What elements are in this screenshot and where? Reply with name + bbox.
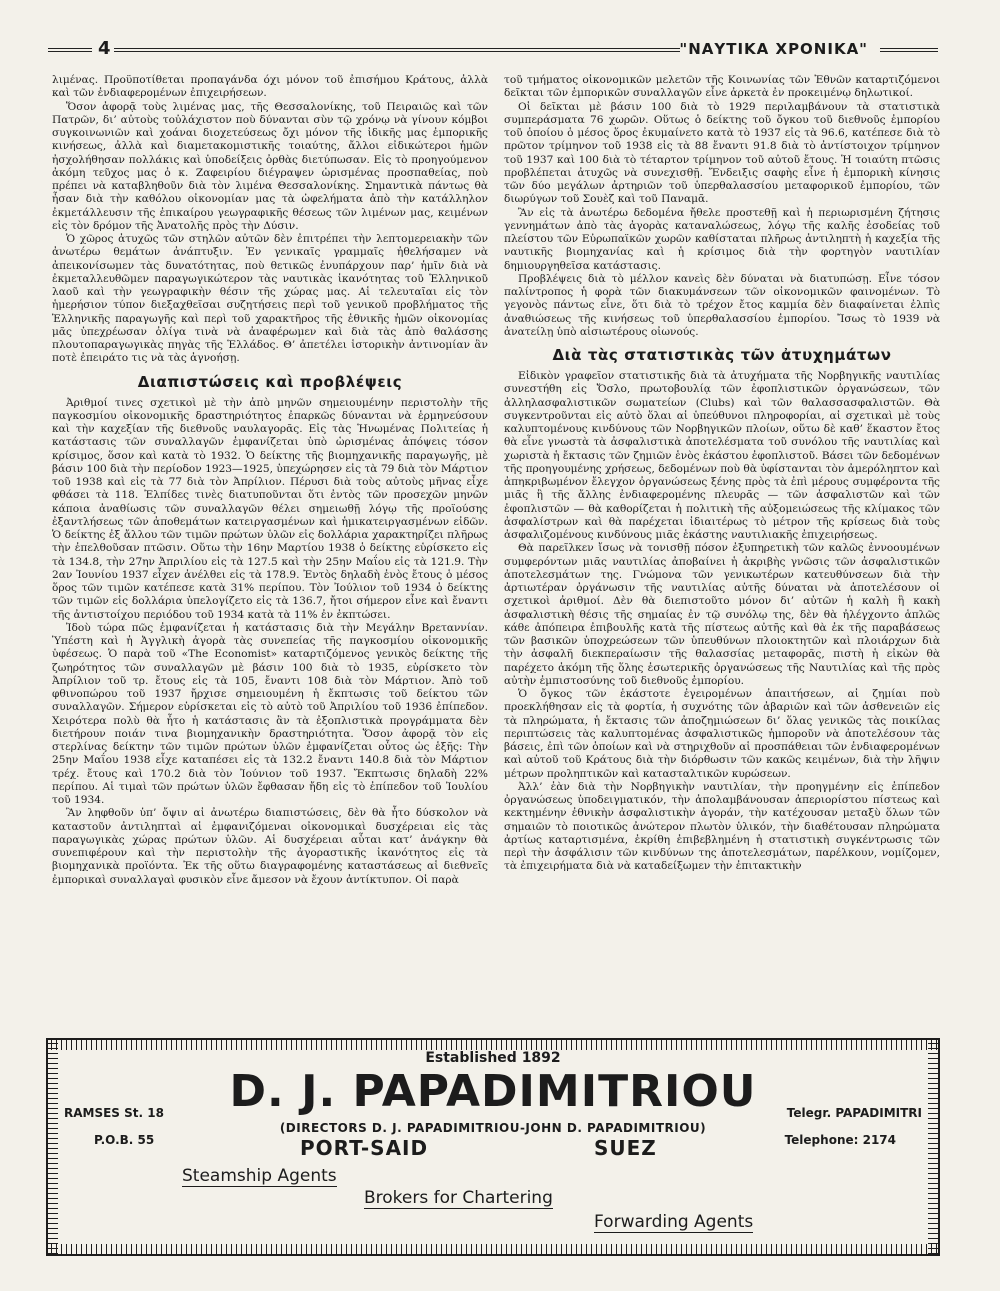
paragraph: Ἂν ληφθοῦν ὑπ’ ὄψιν αἱ ἀνωτέρω διαπιστώσεις, δὲν θὰ ἦτο δύσκολον νὰ καταστοῦν ἀντιληπταὶ αἱ ἐμφανιζόμεναι οἰκονομικαὶ δυσχέρειαι εἰς τὰς παραγωγικὰς χώρας πρώτων ὑλῶν. Αἱ δυσχέρειαι αὗται κατ’ ἀνάγκην θὰ συνεπιφέρουν καὶ τὴν περιστολὴν τῆς ἀγοραστικῆς ἱκανότητος εἰς τὰ βιομηχανικὰ προϊόντα. Ἐκ τῆς οὕτω διαγραφομένης καταστάσεως αἱ διεθνεῖς ἐμπορικαὶ συναλλαγαὶ φυσικὸν εἶνε ἄμεσον νὰ ἔχουν ἀντίκτυπον. Οἱ παρὰ bbox=[52, 807, 488, 886]
header-rule-left bbox=[48, 48, 92, 52]
directors-line: (DIRECTORS D. J. PAPADIMITRIOU-JOHN D. PAPADIMITRIOU) bbox=[279, 1121, 707, 1135]
header-rule-middle bbox=[114, 48, 680, 52]
paragraph: Ἰδοὺ τώρα πῶς ἐμφανίζεται ἡ κατάστασις διὰ τὴν Μεγάλην Βρεταννίαν. Ὑπέστη καὶ ἡ Ἀγγλικὴ ἀγορὰ τὰς συνεπείας τῆς παγκοσμίου οἰκονομικῆς ὑφέσεως. Ὁ παρὰ τοῦ «The Economist» καταρτιζόμενος γενικὸς δείκτης τῆς ζωηρότητος τῶν συναλλαγῶν μὲ βάσιν 100 διὰ τὸ 1935, εὑρίσκετο τὸν Ἀπρίλιον τοῦ τρ. ἔτους εἰς τὰ 105, ἔναντι 108 διὰ τὸν Μάρτιον. Ἀπὸ τοῦ φθινοπώρου τοῦ 1937 ἤρχισε σημειουμένη ἡ ἔκπτωσις τοῦ δείκτου τῶν συναλλαγῶν. Σήμερον εὑρίσκεται εἰς τὸ αὐτὸ τοῦ Ἀπριλίου τοῦ 1936 ἐπίπεδον. Χειρότερα πολὺ θὰ ἦτο ἡ κατάστασις ἂν τὰ ἐξοπλιστικὰ προγράμματα δὲν διετήρουν ποιάν τινα βιομηχανικὴν δραστηριότητα. Ὅσον ἀφορᾷ τὸν εἰς στερλίνας δείκτην τῶν τιμῶν πρώτων ὑλῶν ἐμφανίζεται οὗτος ὡς ἑξῆς: Τὴν 25ην Μαΐου 1938 εἶχε καταπέσει εἰς τὰ 132.2 ἔναντι 140.8 διὰ τὸν Μάρτιον τρέχ. ἔτους καὶ 170.2 διὰ τὸν Ἰούνιον τοῦ 1937. Ἔκπτωσις δηλαδὴ 22% περίπου. Αἱ τιμαὶ τῶν πρώτων ὑλῶν ἔφθασαν ἤδη εἰς τὸ ἐπίπεδον τοῦ Ἰουλίου τοῦ 1934. bbox=[52, 621, 488, 806]
left-column bbox=[52, 74, 488, 1034]
po-box: P.O.B. 55 bbox=[94, 1133, 155, 1147]
service-steamship-agents: Steamship Agents bbox=[182, 1166, 337, 1186]
paragraph: Ὁ ὄγκος τῶν ἑκάστοτε ἐγειρομένων ἀπαιτήσεων, αἱ ζημίαι ποὺ προεκλήθησαν εἰς τὰ φορτία, ἡ συχνότης τῶν ἀβαριῶν καὶ τῶν ἀσθενειῶν εἰς τὰ πληρώματα, ἡ ἔκτασις τῶν ἀποζημιώσεων δι’ ὅλας γενικῶς τὰς ποικίλας περιπτώσεις τὰς καλυπτομένας ἀσφαλιστικῶς ἡμποροῦν νὰ ἀποτελέσουν τὰς βάσεις, ἐπὶ τῶν ὁποίων καὶ νὰ στηριχθοῦν αἱ προσπάθειαι τῶν ἐνδιαφερομένων καὶ αὐτοῦ τοῦ Κράτους διὰ τὴν διόρθωσιν τῶν κακῶς κειμένων, διὰ τὴν λῆψιν μέτρων προληπτικῶν καὶ κατασταλτικῶν κυρώσεων. bbox=[504, 688, 940, 780]
journal-title: "ΝΑΥΤΙΚΑ ΧΡΟΝΙΚΑ" bbox=[679, 40, 868, 58]
paragraph: Ἂν εἰς τὰ ἀνωτέρω δεδομένα ἤθελε προστεθῇ καὶ ἡ περιωρισμένη ζήτησις γεννημάτων ἀπὸ τὰς ἀγορὰς καταναλώσεως, λόγῳ τῆς καλῆς ἐσοδείας τοῦ πλείστου τῶν Εὐρωπαϊκῶν χωρῶν καθίσταται πλῆρως ἀντιληπτὴ ἡ καχεξία τῆς ναυτικῆς βιομηχανίας καὶ ἡ κρίσιμος διὰ τὴν φορτηγὸν ναυτιλίαν δημιουργηθεῖσα κατάστασις. bbox=[504, 206, 940, 272]
street-address: RAMSES St. 18 bbox=[64, 1106, 164, 1120]
paragraph: Ἀριθμοί τινες σχετικοὶ μὲ τὴν ἀπὸ μηνῶν σημειουμένην περιστολὴν τῆς παγκοσμίου οἰκονομικῆς δραστηριότητος ἐπαρκῶς δύνανται νὰ ἑρμηνεύσουν καὶ τὴν καχεξίαν τῆς διεθνοῦς ναυλαγορᾶς. Εἰς τὰς Ἡνωμένας Πολιτείας ἡ κατάστασις τῶν συναλλαγῶν ἐμφανίζεται ὑπὸ ὡρισμένας ἀπόψεις τόσον κρίσιμος, ὅσον καὶ κατὰ τὸ 1932. Ὁ δείκτης τῆς βιομηχανικῆς παραγωγῆς, μὲ βάσιν 100 διὰ τὴν περίοδον 1923—1925, ὑπεχώρησεν εἰς τὰ 79 διὰ τὸν Μάρτιον τοῦ 1938 καὶ εἰς τὰ 77 διὰ τὸν Ἀπρίλιον. Πέρυσι διὰ τοὺς αὐτοὺς μῆνας εἶχε φθάσει τὰ 118. Ἐλπίδες τινὲς διατυποῦνται ὅτι ἐντὸς τῶν προσεχῶν μηνῶν κάποια ἀναθίωσις τῶν συναλλαγῶν θέλει σημειωθῇ λόγῳ τῆς προϊούσης ἐξαντλήσεως τῶν ἀποθεμάτων κατειργασμένων καὶ ἡμικατειργασμένων εἰδῶν. Ὁ δείκτης ἐξ ἄλλου τῶν τιμῶν πρώτων ὑλῶν εἰς δολλάρια χαρακτηρίζει πλῆρως τὴν ἐπελθοῦσαν πτῶσιν. Οὕτω τὴν 16ην Μαρτίου 1938 ὁ δείκτης εὑρίσκετο εἰς τὰ 134.8, τὴν 27ην Ἀπριλίου εἰς τὰ 127.5 καὶ τὴν 25ην Μαΐου εἰς τὰ 121.9. Τὴν 2αν Ἰουνίου 1937 εἶχεν ἀνέλθει εἰς τὰ 178.9. Ἐντὸς δηλαδὴ ἑνὸς ἔτους ὁ μέσος ὅρος τῶν τιμῶν κατέπεσε κατὰ 31% περίπου. Τὸν Ἰούλιον τοῦ 1934 ὁ δείκτης τῶν τιμῶν εἰς δολλάρια ὑπελογίζετο εἰς τὰ 136.7, ἤτοι σήμερον εἶνε καὶ ἔναντι τῆς ἀντιστοίχου περιόδου τοῦ 1934 κατὰ τὰ 11% ἐν ἐκπτώσει. bbox=[52, 396, 488, 621]
firm-name: D. J. PAPADIMITRIOU bbox=[229, 1066, 757, 1117]
paragraph: τοῦ τμήματος οἰκονομικῶν μελετῶν τῆς Κοινωνίας τῶν Ἐθνῶν καταρτιζόμενοι δεῖκται τῶν ἐμπορικῶν συναλλαγῶν εἶνε ἀρκετὰ ἐν προκειμένῳ δηλωτικοί. bbox=[504, 74, 940, 100]
right-column bbox=[504, 74, 940, 1034]
ad-border-bottom bbox=[46, 1244, 940, 1256]
telephone-number: Telephone: 2174 bbox=[784, 1133, 896, 1147]
ad-border-top bbox=[46, 1038, 940, 1050]
service-brokers-chartering: Brokers for Chartering bbox=[364, 1188, 553, 1208]
paragraph: λιμένας. Προϋποτίθεται προπαγάνδα όχι μόνον τοῦ ἐπισήμου Κράτους, ἀλλὰ καὶ τῶν ἐνδιαφερομένων ἐπιχειρήσεων. bbox=[52, 74, 488, 100]
paragraph: Θὰ παρεῖλκεν ἴσως νὰ τονισθῇ πόσον ἐξυπηρετικὴ τῶν καλῶς ἐννοουμένων συμφερόντων μιᾶς ναυτιλίας ἀποβαίνει ἡ ἀκριβὴς γνῶσις τῶν ἀσφαλιστικῶν ἀποτελεσμάτων της. Γνώμονα τῶν γενικωτέρων κατευθύνσεων διὰ τὴν ἀρτιωτέραν ὀργάνωσιν τῆς ναυτιλίας αὐτῆς δύναται νὰ ἀποτελέσουν οἱ σχετικοὶ ἀριθμοί. Δὲν θὰ διεπιστοῦτο μόνον δι’ αὐτῶν ἡ καλὴ ἢ κακὴ ἀσφαλιστικὴ θέσις τῆς σημαίας ἐν τῷ συνόλῳ της, δὲν θὰ ἠλέγχοντο ἁπλῶς κάθε ἀπόπειρα ἐπιβουλῆς κατὰ τῆς πίστεως αὐτῆς καὶ θὰ ἐκ τῆς παραβάσεως τῶν βασικῶν ὑποχρεώσεων τῶν ὑπευθύνων πλοιοκτητῶν καὶ πλοιάρχων διὰ τὴν ἀσφαλῆ διεκπεραίωσιν τῆς θαλασσίας μεταφορᾶς, πιστὴ ἡ εἰκὼν θὰ παρέχετο ἀκόμη τῆς ὅλης ἐσωτερικῆς ὀργανώσεως τῆς Ναυτιλίας καὶ τῆς πρὸς αὐτὴν ἐμπιστοσύνης τοῦ διεθνοῦς ἐμπορίου. bbox=[504, 542, 940, 687]
paragraph: Ὁ χῶρος ἀτυχῶς τῶν στηλῶν αὐτῶν δὲν ἐπιτρέπει τὴν λεπτομερειακὴν τῶν ἀνωτέρω θεμάτων ἀνάπτυξιν. Ἐν γενικαῖς γραμμαῖς ἠθελήσαμεν νὰ ἀπεικονίσωμεν τὰς δυνατότητας, ποὺ θετικῶς ἐνυπάρχουν παρ’ ἡμῖν διὰ νὰ ἐκμεταλλευθῶμεν παραγωγικώτερον τὰς ναυτικὰς ἱκανότητας τοῦ Ἑλληνικοῦ λαοῦ καὶ τὴν γεωγραφικὴν θέσιν τῆς χώρας μας. Αἱ τελευταῖαι εἰς τὸν ἡμερήσιον τύπον διεξαχθεῖσαι συζητήσεις περὶ τοῦ γενικοῦ προβλήματος τῆς Ἑλληνικῆς παραγωγῆς καὶ περὶ τοῦ χαρακτῆρος τῆς ἐθνικῆς ἡμῶν οἰκονομίας μᾶς ὑπεχρέωσαν ὀλίγα τινὰ νὰ ἀναφέρωμεν καὶ διὰ τὰς ἀπὸ θαλάσσης πλουτοπαραγωγικὰς πηγὰς τῆς Ἑλλάδος. Θ’ ἀπετέλει ἱστορικὴν ἀντινομίαν ἂν ποτὲ ἐπειράτο τις νὰ τὰς ἀγνοήσῃ. bbox=[52, 233, 488, 365]
running-header bbox=[48, 38, 938, 62]
service-forwarding-agents: Forwarding Agents bbox=[594, 1212, 754, 1232]
city-suez: SUEZ bbox=[594, 1136, 657, 1160]
paragraph: Ὅσον ἀφορᾷ τοὺς λιμένας μας, τῆς Θεσσαλονίκης, τοῦ Πειραιῶς καὶ τῶν Πατρῶν, δι’ αὐτοὺς τοὐλάχιστον ποὺ δύνανται σὺν τῷ χρόνῳ νὰ γίνουν κόμβοι συγκοινωνιῶν καὶ χοάναι διοχετεύσεως ὄχι μόνον τῆς ἰδικῆς μας ἐμπορικῆς κινήσεως, ἀλλὰ καὶ διαμετακομιστικῆς τοιαύτης, ἄλλοι εἰδικώτεροι ἡμῶν ἠσχολήθησαν πολλάκις καὶ ὑποδείξεις ὀρθὰς διετύπωσαν. Εἰς τὸ προηγούμενον ἀκόμη τεῦχος μας ὁ κ. Ζαφειρίου διέγραψεν ὡρισμένας προσπαθείας, ποὺ πρέπει νὰ καταβληθοῦν διὰ τὸν λιμένα Θεσσαλονίκης. Σημαντικὰ πάντως θὰ ἦσαν διὰ τὴν καθόλου οἰκονομίαν μας τὰ ὠφελήματα ἀπὸ τὴν κατάλληλον ἐκμετάλλευσιν τῆς ἐπικαίρου γεωγραφικῆς θέσεως τῶν λιμένων μας, κειμένων εἰς τὸν δρόμον τῆς Ἀνατολῆς πρὸς τὴν Δύσιν. bbox=[52, 100, 488, 232]
paragraph: Προβλέψεις διὰ τὸ μέλλον κανεὶς δὲν δύναται νὰ διατυπώσῃ. Εἶνε τόσον παλίντροπος ἡ φορὰ τῶν διακυμάνσεων τῶν οἰκονομικῶν φαινομένων. Τὸ γεγονὸς πάντως εἶνε, ὅτι διὰ τὸ τρέχον ἔτος καμμία δὲν διαφαίνεται ἐλπὶς ἀναθιώσεως τῆς κινήσεως τοῦ ὑπερθαλασσίου ἐμπορίου. Ἴσως τὸ 1939 νὰ ἀνατείλῃ ὑπὸ αἰσιωτέρους οἰωνούς. bbox=[504, 272, 940, 338]
paragraph: Ἀλλ’ ἐὰν διὰ τὴν Νορβηγικὴν ναυτιλίαν, τὴν προηγμένην εἰς ἐπίπεδον ὀργανώσεως ὑποδειγματικόν, τὴν ἀπολαμβάνουσαν ἀπεριορίστου πίστεως καὶ κεκτημένην ἐθνικὴν ἀσφαλιστικὴν ἀγοράν, τὴν κατέχουσαν μεταξὺ ὅλων τῶν σημαιῶν τὸ ποιοτικῶς ἀνώτερον πλωτὸν ὑλικόν, τὴν διαθέτουσαν πληρώματα ἀρτίως καταρτισμένα, ἐκρίθη ἐπιβεβλημένη ἡ στατιστικὴ συγκέντρωσις τῶν περὶ τὴν ἀσφάλισιν τῶν κινδύνων της ἀποτελεσμάτων, παρέλκουν, νομίζομεν, τὰ ἐπιχειρήματα διὰ νὰ καταδείξωμεν τὴν ἐπιτακτικὴν bbox=[504, 780, 940, 873]
section-heading: Διαπιστώσεις καὶ προβλέψεις bbox=[137, 372, 403, 391]
paragraph: Εἰδικὸν γραφεῖον στατιστικῆς διὰ τὰ ἀτυχήματα τῆς Νορβηγικῆς ναυτιλίας συνεστήθη εἰς Ὄσλο, πρωτοβουλίᾳ τῶν ἐφοπλιστικῶν ὀργανώσεων, τῶν ἀλληλασφαλιστικῶν σωματείων (Clubs) καὶ τῶν θαλασσασφαλιστῶν. Θὰ συγκεντροῦνται εἰς αὐτὸ ὅλαι αἱ ὑπεύθυνοι πληροφορίαι, αἱ σχετικαὶ μὲ τοὺς καλυπτομένους κινδύνους τῶν Νορβηγικῶν πλοίων, οὕτω δὲ καθ’ ἕκαστον ἔτος θὰ εἶνε γνωστὰ τὰ ἀσφαλιστικὰ ἀποτελέσματα τοῦ συνόλου τῆς ναυτιλίας καὶ χωριστὰ ἡ ἔκτασις τῶν ζημιῶν ἑνὸς ἑκάστου ἐφοπλιστοῦ. Βάσει τῶν δεδομένων τῆς προηγουμένης χρήσεως, δεδομένων ποὺ θὰ ὑφίστανται τὸν ἀμερόληπτον καὶ ἀπηκριβωμένον ἔλεγχον ὀργανώσεως ξένης πρὸς τὰ ἐπὶ μέρους συμφέροντα τῆς μιᾶς ἢ τῆς ἄλλης ἐνδιαφερομένης πλευρᾶς — τῶν ἀσφαλιστῶν καὶ τῶν ἐφοπλιστῶν — θὰ καθορίζεται ἡ πολιτικὴ τῆς αὐξομειώσεως τῆς κλίμακος τῶν ἀσφαλίστρων καὶ θὰ παρέχεται ἰδιαιτέρως τὸ μέτρον τῆς κρίσεως διὰ τοὺς ἀσφαλιζομένους κινδύνους μιᾶς ἑκάστης ναυτιλιακῆς ἐπιχειρήσεως. bbox=[504, 370, 940, 541]
page-number: 4 bbox=[98, 38, 111, 59]
city-port-said: PORT-SAID bbox=[300, 1136, 429, 1160]
paragraph: Οἱ δεῖκται μὲ βάσιν 100 διὰ τὸ 1929 περιλαμβάνουν τὰ στατιστικὰ συμπεράσματα 76 χωρῶν. Οὕτως ὁ δείκτης τοῦ ὄγκου τοῦ διεθνοῦς ἐμπορίου τοῦ ὁποίου ὁ μέσος ὅρος ἐκυμαίνετο κατὰ τὸ 1937 εἰς τὰ 96.6, κατέπεσε διὰ τὸ πρῶτον τρίμηνον τοῦ 1938 εἰς τὰ 88 ἔναντι 91.8 διὰ τὸ ἀντίστοιχον τρίμηνον τοῦ 1937 καὶ 100 διὰ τὸ τέταρτον τρίμηνον τοῦ αὐτοῦ ἔτους. Ἡ τοιαύτη πτῶσις προβλέπεται ἀτυχῶς νὰ συνεχισθῇ. Ἔνδειξις σαφὴς εἶνε ἡ ἐμπορικὴ κίνησις τῶν δύο μεγάλων ἀρτηριῶν τοῦ ὑπερθαλασσίου μεταφορικοῦ ἐμπορίου, τῶν διωρύγων τοῦ Σουὲζ καὶ τοῦ Παναμᾶ. bbox=[504, 100, 940, 206]
header-rule-right bbox=[880, 48, 938, 52]
section-heading: Διὰ τὰς στατιστικὰς τῶν ἀτυχημάτων bbox=[552, 346, 892, 364]
established-year: Established 1892 bbox=[425, 1050, 561, 1066]
telegram-address: Telegr. PAPADIMITRI bbox=[786, 1106, 922, 1120]
advertisement bbox=[46, 1038, 940, 1256]
